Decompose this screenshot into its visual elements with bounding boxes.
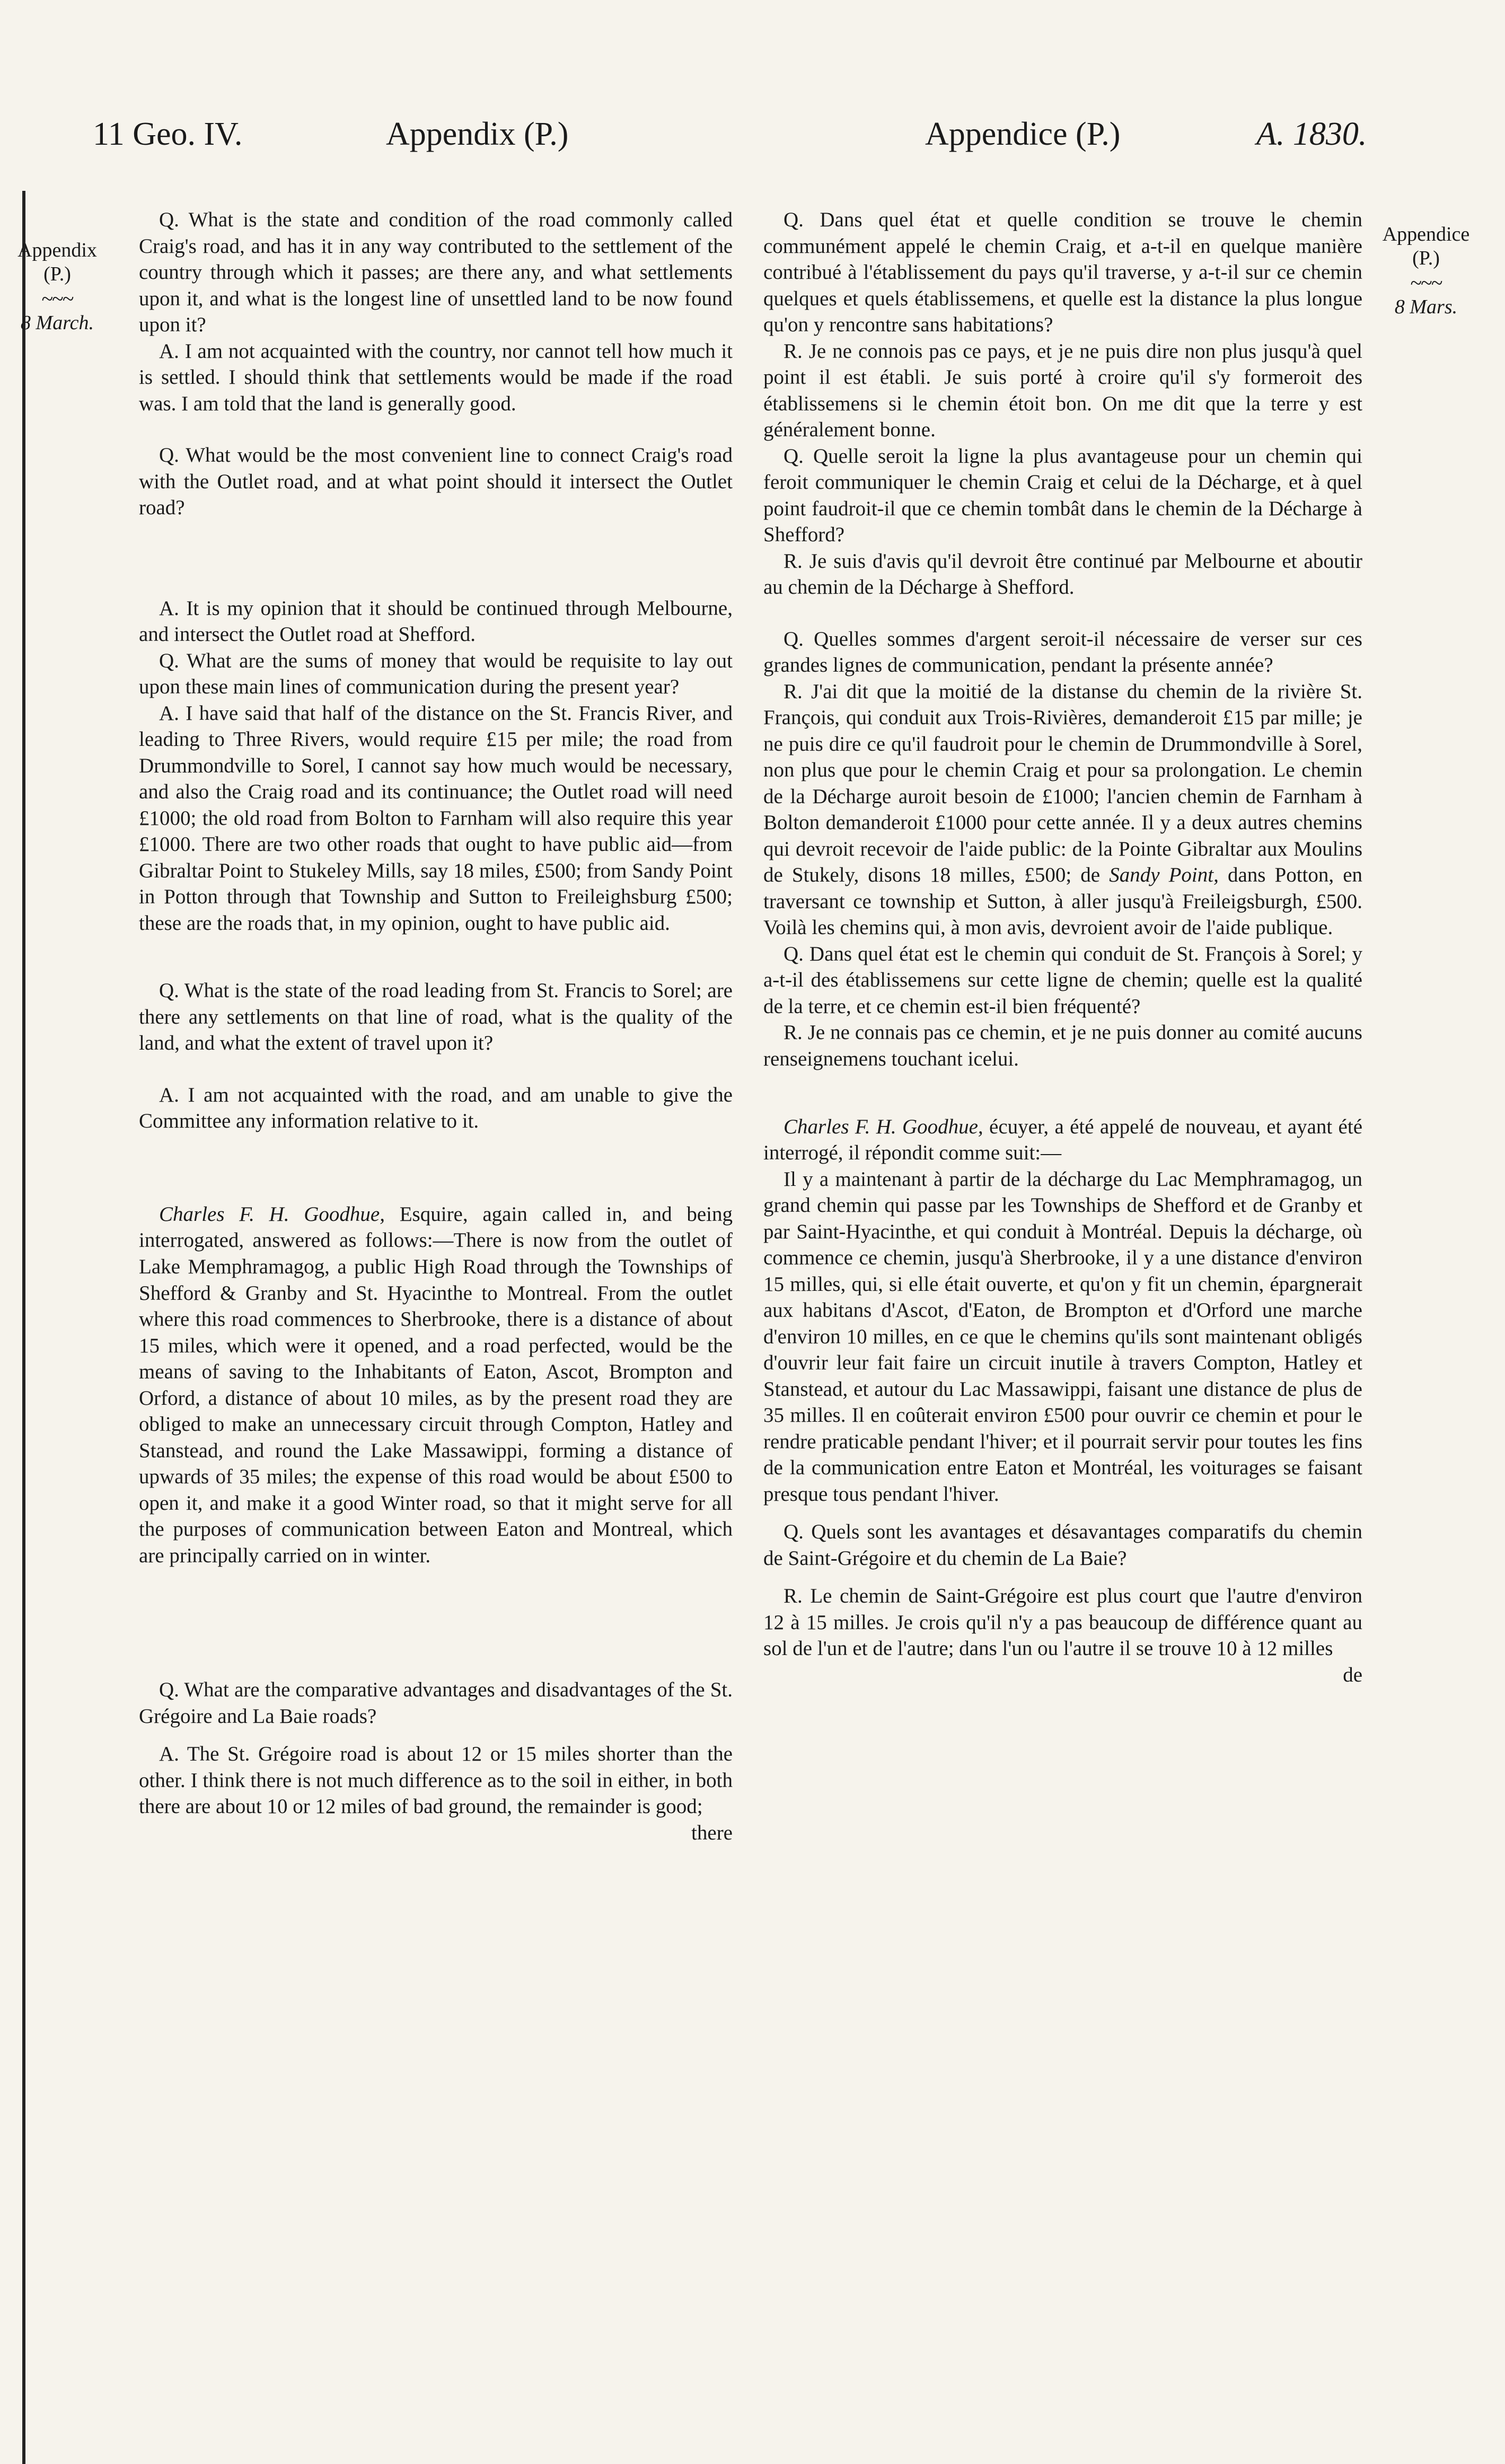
answer-1: A. I am not acquainted with the country, nor cannot tell how much it is settled. I should think that settlements would be made if the road was. I am told that the land is generally good. [139,339,733,415]
catchword: there [691,1821,733,1844]
margin-date: 8 Mars. [1394,295,1458,318]
answer-3-text-cont: dans Potton, en traversant ce township et Sutton, à aller jusqu'à Freileigsburgh, £500. Voilà les chemins qui, à mon avis, devroient avoir de l'aide publique. [763,864,1363,939]
french-column [763,207,1362,1688]
answer-4: A. I am not acquainted with the road, and am unable to give the Committee any information relative to it. [139,1083,733,1133]
question-5: Q. What are the comparative advantages and disadvantages of the St. Grégoire and La Baie roads? [139,1678,733,1728]
question-4: Q. What is the state of the road leading from St. Francis to Sorel; are there any settlements on that line of road, what is the quality of the land, and what the extent of travel upon it? [139,979,733,1055]
answer-5: R. Le chemin de Saint-Grégoire est plus court que l'autre d'environ 12 à 15 milles. Je crois qu'il n'y a pas beaucoup de différence quant au sol de l'un et de l'autre; dans l'un ou l'autre il se trouve 10 à 12 milles [763,1585,1362,1660]
appendix-label-english: Appendix (P.) [386,116,569,152]
margin-appendix-letter: (P.) [1412,247,1440,269]
year-label: A. 1830. [1256,116,1367,152]
witness-statement-text: Esquire, again called in, and being interrogated, answered as follows:—There is now from the outlet of Lake Memphramagog, a public High Road through the Townships of Shefford & Granby and St. Hyacinthe to Montreal. From the outlet where this road commences to Sherbrooke, there is a distance of about 15 miles, which were it opened, and a road perfected, would be the means of saving to the Inhabitants of Eaton, Ascot, Brompton and Orford, a distance of about 10 miles, as by the present road they are obliged to make an unnecessary circuit through Compton, Hatley and Stanstead, and round the Lake Massawippi, forming a distance of upwards of 35 miles; the expense of this road would be about £500 to open it, and make it a good Winter road, so that it might serve for all the purposes of communication between Eaton and Montreal, which are principally carried on in winter. [139,1202,733,1567]
witness-name: Charles F. H. Goodhue, [159,1202,385,1226]
catchword: de [1343,1663,1362,1686]
swash-ornament-icon: ~~~ [41,286,73,311]
question-3: Q. Quelles sommes d'argent seroit-il nécessaire de verser sur ces grandes lignes de communication, pendant la présente année? [763,627,1362,677]
question-5: Q. Quels sont les avantages et désavantages comparatifs du chemin de Saint-Grégoire et du chemin de La Baie? [763,1520,1362,1570]
question-4: Q. Dans quel état est le chemin qui conduit de St. François à Sorel; y a-t-il des établissemens sur cette ligne de chemin; quelle est la qualité de la terre, et ce chemin est-il bien fréquenté? [763,942,1362,1018]
answer-4: R. Je ne connais pas ce chemin, et je ne puis donner au comité aucuns renseignemens touchant icelui. [763,1021,1362,1070]
question-3: Q. What are the sums of money that would be requisite to lay out upon these main lines of communication during the present year? [139,649,733,699]
place-name: Sandy Point, [1109,864,1219,887]
witness-answer: Il y a maintenant à partir de la décharge du Lac Memphramagog, un grand chemin qui passe par les Townships de Shefford et de Granby et par Saint-Hyacinthe, et qui conduit à Montréal. Depuis la décharge, où commence ce chemin, jusqu'à Sherbrooke, il y a une distance d'environ 15 milles, qui, si elle était ouverte, et qu'on y fit un chemin, épargnerait aux habitans d'Ascot, d'Eaton, de Brompton et d'Orford une marche d'environ 10 milles, en ce que le chemins qu'ils sont maintenant obligés d'ouvrir leur fait faire un circuit inutile à travers Compton, Hatley et Stanstead, et autour du Lac Massawippi, faisant une distance de plus de 35 milles. Il en coûterait environ £500 pour ouvrir ce chemin et pour le rendre praticable pendant l'hiver; et il pourrait servir pour toutes les fins de la communication entre Eaton et Montréal, les voiturages se faisant presque tous pendant l'hiver. [763,1167,1362,1506]
appendix-label-french: Appendice (P.) [925,116,1121,152]
running-header [0,116,1505,163]
margin-date: 8 March. [21,311,94,334]
session-label: 11 Geo. IV. [93,116,243,152]
swash-ornament-icon: ~~~ [1410,270,1442,295]
question-1: Q. What is the state and condition of the road commonly called Craig's road, and has it in any way contributed to the settlement of the country through which it passes; are there any, and what settlements upon it, and what is the longest line of unsettled land to be now found upon it? [139,208,733,337]
answer-3-text: R. J'ai dit que la moitié de la distanse du chemin de la rivière St. François, qui conduit aux Trois-Rivières, demanderoit £15 par mille; je ne puis dire ce qu'il faudroit pour le chemin de Drummondville à Sorel, non plus que pour le chemin Craig et pour sa prolongation. Le chemin de la Décharge auroit besoin de £1000; l'ancien chemin de Farnham à Bolton demanderoit £1000 pour cette année. Il y a deux autres chemins qui devroit recevoir de l'aide public: de la Pointe Gibraltar aux Moulins de Stukely, disons 18 milles, £500; de [763,680,1362,887]
margin-appendix-letter: (P.) [43,262,71,285]
binding-rule [22,191,25,2464]
question-1: Q. Dans quel état et quelle condition se trouve le chemin communément appelé le chemin Craig, et a-t-il en quelque manière contribué à l'établissement du pays qu'il traverse, y a-t-il sur ce chemin quelques et quels établissemens, et quelle est la distance la plus longue qu'on y rencontre sans habitations? [763,208,1362,337]
margin-note-left [4,239,110,335]
answer-2: A. It is my opinion that it should be continued through Melbourne, and intersect the Outlet road at Shefford. [139,596,733,646]
question-2: Q. What would be the most convenient line to connect Craig's road with the Outlet road, and at what point should it intersect the Outlet road? [139,444,733,520]
answer-1: R. Je ne connois pas ce pays, et je ne puis dire non plus jusqu'à quel point il est établi. Je suis porté à croire qu'il s'y formeroit des établissemens si le chemin étoit bon. On me dit que la terre y est généralement bonne. [763,339,1362,442]
margin-appendix-label: Appendice [1382,223,1470,245]
answer-5: A. The St. Grégoire road is about 12 or 15 miles shorter than the other. I think there is not much difference as to the soil in either, in both there are about 10 or 12 miles of bad ground, the remainder is good; [139,1743,733,1818]
witness-statement-text: écuyer, a été appelé de nouveau, et ayant été interrogé, il répondit comme suit:— [763,1115,1363,1165]
answer-2: R. Je suis d'avis qu'il devroit être continué par Melbourne et aboutir au chemin de la Décharge à Shefford. [763,549,1362,599]
witness-statement [763,1114,1362,1166]
answer-3 [763,679,1362,941]
question-2: Q. Quelle seroit la ligne la plus avantageuse pour un chemin qui feroit communiquer le chemin Craig et celui de la Décharge, et à quel point faudroit-il que ce chemin tombât dans le chemin de la Décharge à Shefford? [763,444,1362,547]
margin-appendix-label: Appendix [17,239,97,261]
witness-statement [139,1201,733,1569]
english-column [139,207,733,1846]
answer-3: A. I have said that half of the distance on the St. Francis River, and leading to Three Rivers, would require £15 per mile; the road from Drummondville to Sorel, I cannot say how much would be necessary, and also the Craig road and its continuance; the Outlet road will need £1000; the old road from Bolton to Farnham will also require this year £1000. There are two other roads that ought to have public aid—from Gibraltar Point to Stukeley Mills, say 18 miles, £500; from Sandy Point in Potton through that Township and Sutton to Freileighsburg £500; these are the roads that, in my opinion, ought to have public aid. [139,701,733,935]
margin-note-right [1360,223,1492,319]
witness-name: Charles F. H. Goodhue, [784,1115,983,1138]
